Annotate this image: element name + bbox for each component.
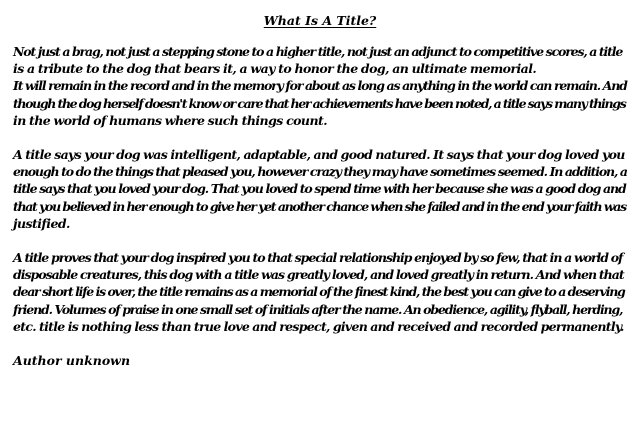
paragraph-line: justified. xyxy=(13,215,70,231)
paragraph-line: dear short life is over, the title remains as a memorial of the finest kind, the best you can give to a deserving xyxy=(13,284,625,300)
paragraph-line: is a tribute to the dog that bears it, a way to honor the dog, an ultimate memorial. xyxy=(13,61,537,77)
paragraph-2 xyxy=(13,146,627,232)
paragraph-line: in the world of humans where such things count. xyxy=(13,112,328,128)
paragraph-line: A title proves that your dog inspired you to that special relationship enjoyed by so few, that in a world of xyxy=(13,250,623,266)
paragraph-line: Not just a brag, not just a stepping stone to a higher title, not just an adjunct to competitive scores, a title xyxy=(13,44,623,59)
paragraph-line: that you believed in her enough to give her yet another chance when she failed and in the end your faith was xyxy=(13,198,626,214)
paragraph-line: disposable creatures, this dog with a title was greatly loved, and loved greatly in return. And when that xyxy=(13,267,624,283)
paragraph-line: title says that you loved your dog. That you loved to spend time with her because she was a good dog and xyxy=(13,181,626,197)
paragraph-line: A title says your dog was intelligent, adaptable, and good natured. It says that your dog loved you xyxy=(13,147,625,163)
paragraph-line: enough to do the things that pleased you, however crazy they may have sometimes seemed. In addition, a xyxy=(13,164,627,180)
paragraph-line: friend. Volumes of praise in one small set of initials after the name. An obedience, agility, flyball, herding, xyxy=(13,301,623,317)
paragraph-3 xyxy=(13,249,627,335)
paragraph-line: It will remain in the record and in the memory for about as long as anything in the world can remain. And xyxy=(13,78,627,94)
author-line: Author unknown xyxy=(13,353,131,369)
paragraph-1 xyxy=(13,43,627,129)
paragraph-line: though the dog herself doesn't know or care that her achievements have been noted, a title says many things xyxy=(13,95,626,111)
document-title: What Is A Title? xyxy=(263,13,377,28)
paragraph-line: etc. title is nothing less than true love and respect, given and received and recorded permanently. xyxy=(13,318,624,334)
